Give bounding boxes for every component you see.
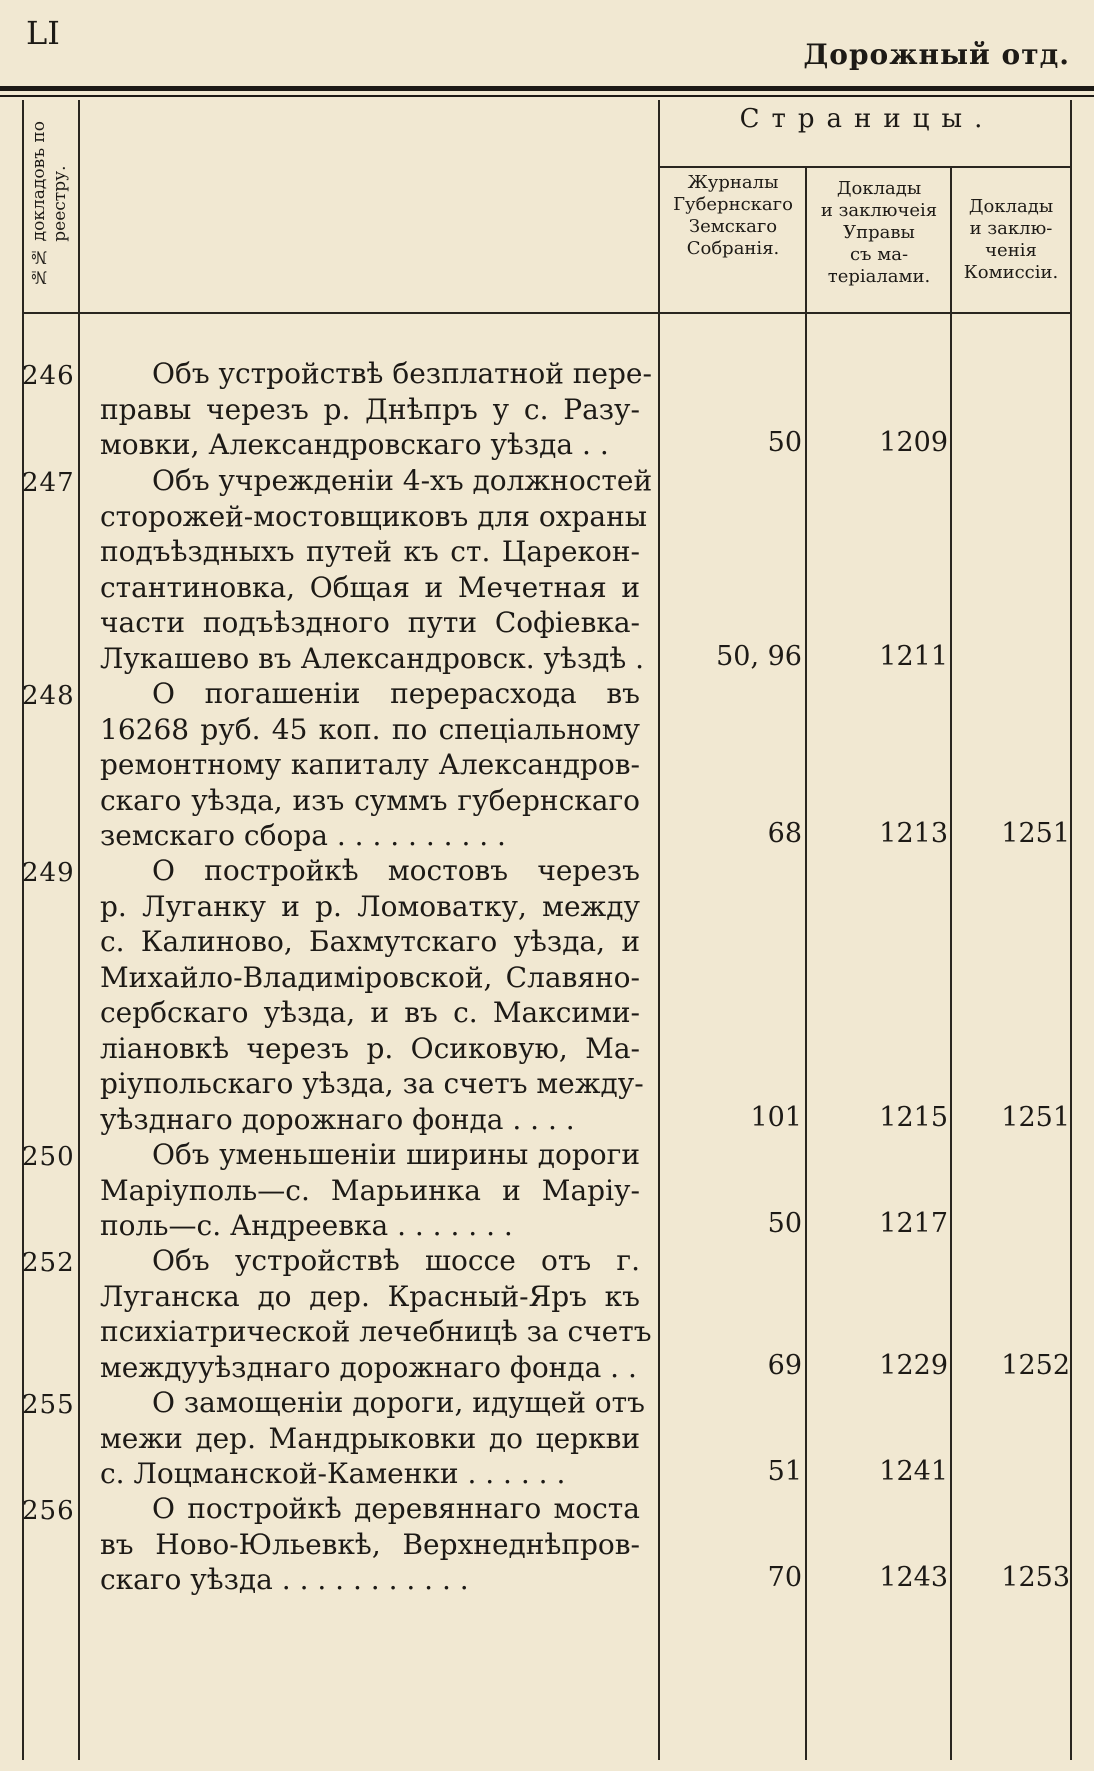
commission-page: 1251: [1001, 818, 1070, 849]
entry-line: междууѣзднаго дорожнаго фонда . .: [100, 1350, 637, 1384]
journal-page: 51: [767, 1456, 802, 1487]
journal-page: 50, 96: [716, 640, 802, 672]
entry-line: подъѣздныхъ путей къ ст. Царекон-: [100, 535, 640, 568]
journal-page: 50: [767, 1208, 802, 1239]
pages-header: Страницы.: [739, 104, 995, 134]
commission-page: 1253: [1001, 1562, 1070, 1593]
entry-line: Михайло-Владиміровской, Славяно-: [100, 960, 640, 994]
journals-subheader: Журналы Губернскаго Земскаго Собранія.: [673, 172, 793, 259]
entry-line: 16268 руб. 45 коп. по спеціальному: [100, 712, 640, 746]
entry-line: сербскаго уѣзда, и въ с. Максими-: [100, 996, 640, 1029]
table-right-border: [1070, 100, 1072, 1760]
entry-line: части подъѣздного пути Софіевка-: [100, 606, 640, 639]
entry-line: скаго уѣзда, изъ суммъ губернскаго: [100, 783, 640, 817]
entry-line: стантиновка, Общая и Мечетная и: [100, 570, 640, 604]
reports-subheader: Доклады и заключеія Управы съ ма- теріалами.: [820, 178, 938, 287]
entry-text: [100, 853, 644, 1137]
entry-line: ліановкѣ черезъ р. Осиковую, Ма-: [100, 1031, 640, 1065]
entry-text: [100, 1243, 652, 1385]
page-number: LI: [26, 14, 60, 52]
entry-line: О постройкѣ деревяннаго моста: [152, 1492, 640, 1525]
entry-line: въ Ново-Юльевкѣ, Верхнеднѣпров-: [100, 1527, 640, 1561]
journal-page: 69: [767, 1349, 802, 1381]
entry-number: 255: [22, 1390, 75, 1420]
commission-page: 1252: [1001, 1349, 1070, 1381]
journal-page: 70: [767, 1562, 802, 1593]
entry-text: [100, 1385, 645, 1492]
report-page: 1211: [879, 640, 948, 672]
report-column-divider: [950, 168, 952, 1760]
header-rule: [0, 86, 1094, 91]
entry-number: 250: [22, 1142, 75, 1172]
journal-page: 50: [767, 427, 802, 458]
entry-line: психіатрической лечебницѣ за счетъ: [100, 1315, 652, 1348]
entry-line: Объ уменьшеніи ширины дороги: [152, 1138, 640, 1171]
entry-line: с. Лоцманской-Каменки . . . . . .: [100, 1457, 566, 1490]
entry-line: сторожей-мостовщиковъ для охраны: [100, 499, 648, 533]
entry-line: правы черезъ р. Днѣпръ у с. Разу-: [100, 392, 640, 426]
entry-line: уѣзднаго дорожнаго фонда . . . .: [100, 1102, 575, 1136]
entry-line: Объ устройствѣ безплатной пере-: [152, 357, 652, 390]
entry-line: земскаго сбора . . . . . . . . . .: [100, 819, 506, 852]
entry-line: Маріуполь—с. Марьинка и Маріу-: [100, 1173, 640, 1207]
entry-number: 246: [22, 361, 75, 391]
entry-line: р. Луганку и р. Ломоватку, между: [100, 889, 640, 923]
entry-text: [100, 1137, 640, 1244]
commission-page: 1251: [1001, 1101, 1070, 1133]
entry-line: скаго уѣзда . . . . . . . . . . .: [100, 1563, 469, 1596]
table-header-rule: [22, 312, 1072, 314]
entry-line: ремонтному капиталу Александров-: [100, 748, 640, 781]
entry-number: 248: [22, 681, 75, 711]
journal-column-divider: [805, 168, 807, 1760]
commission-subheader: Доклады и заклю- ченія Комиссіи.: [963, 196, 1059, 283]
number-column-header: №№ докладовъ по реестру.: [29, 121, 70, 287]
entry-line: О замощеніи дороги, идущей отъ: [152, 1386, 645, 1419]
report-page: 1217: [879, 1208, 948, 1239]
report-page: 1243: [879, 1562, 948, 1593]
report-page: 1229: [879, 1349, 948, 1381]
entry-text: [100, 676, 640, 854]
entry-number: 252: [22, 1248, 75, 1278]
entry-line: Объ устройствѣ шоссе отъ г.: [152, 1244, 640, 1277]
entry-line: межи дер. Мандрыковки до церкви: [100, 1421, 640, 1455]
entry-line: Луганска до дер. Красный-Яръ къ: [100, 1279, 640, 1313]
entry-text: [100, 463, 653, 676]
entry-line: Лукашево въ Александровск. уѣздѣ .: [100, 641, 645, 675]
report-page: 1215: [879, 1101, 948, 1133]
entry-line: ріупольскаго уѣзда, за счетъ между-: [100, 1067, 644, 1100]
number-column-divider: [78, 100, 80, 1760]
entry-text: [100, 356, 652, 463]
entry-number: 249: [22, 858, 75, 888]
entry-number: 247: [22, 468, 75, 498]
report-page: 1213: [879, 818, 948, 849]
pages-subheader-rule: [660, 166, 1070, 168]
entry-text: [100, 1491, 640, 1598]
entry-line: мовки, Александровскаго уѣзда . .: [100, 428, 609, 461]
header-rule-thin: [0, 95, 1094, 97]
journal-page: 101: [750, 1101, 802, 1133]
entry-number: 256: [22, 1496, 75, 1526]
running-title: Дорожный отд.: [803, 38, 1070, 71]
report-page: 1209: [879, 427, 948, 458]
entry-line: поль—с. Андреевка . . . . . . .: [100, 1209, 513, 1242]
entry-line: Объ учрежденіи 4-хъ должностей: [152, 464, 653, 497]
entry-line: с. Калиново, Бахмутскаго уѣзда, и: [100, 925, 640, 958]
report-page: 1241: [879, 1456, 948, 1487]
entry-line: О погашеніи перерасхода въ: [152, 677, 640, 710]
journal-page: 68: [767, 818, 802, 849]
entry-line: О постройкѣ мостовъ черезъ: [152, 854, 640, 887]
text-column-divider: [658, 100, 660, 1760]
